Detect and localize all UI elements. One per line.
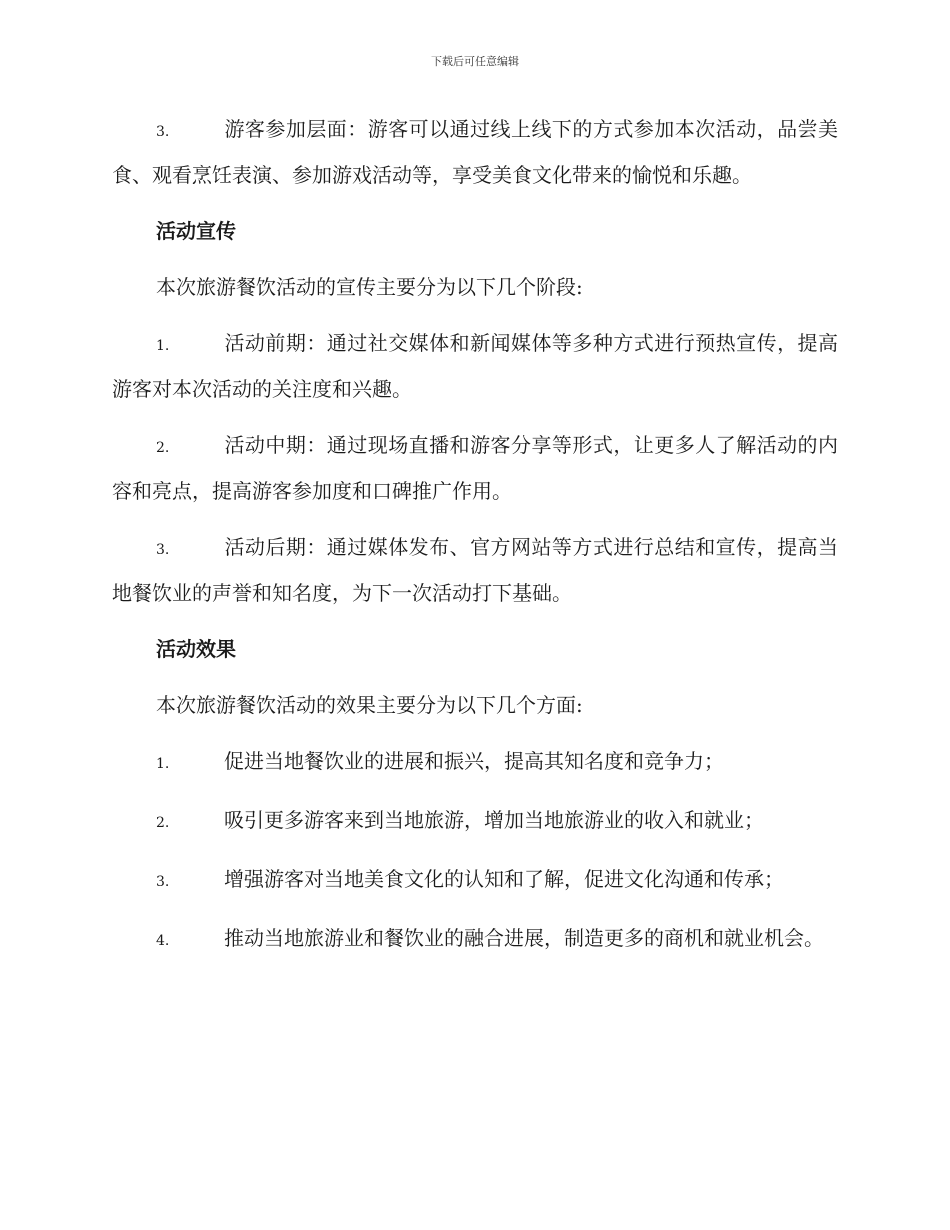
list-item-text: 游客参加层面：游客可以通过线上线下的方式参加本次活动，品尝美食、观看烹饪表演、参加游戏活动等，享受美食文化带来的愉悦和乐趣。	[112, 117, 838, 187]
list-item-number: 3.	[156, 124, 170, 140]
list-item-number: 3.	[156, 874, 170, 890]
list-item-text: 推动当地旅游业和餐饮业的融合进展，制造更多的商机和就业机会。	[224, 926, 824, 950]
section-intro: 本次旅游餐饮活动的宣传主要分为以下几个阶段:	[156, 275, 583, 299]
list-item-number: 1.	[156, 756, 170, 772]
list-item	[112, 424, 838, 513]
list-item-text: 活动中期：通过现场直播和游客分享等形式，让更多人了解活动的内容和亮点，提高游客参加度和口碑推广作用。	[112, 433, 838, 503]
list-item-number: 3.	[156, 542, 170, 558]
page-header: 下载后可任意编辑	[431, 55, 519, 68]
list-item-number: 2.	[156, 440, 170, 456]
list-item	[112, 108, 838, 197]
list-item-text: 活动前期：通过社交媒体和新闻媒体等多种方式进行预热宣传，提高游客对本次活动的关注度和兴趣。	[112, 331, 838, 401]
list-item	[112, 740, 838, 786]
list-item-number: 2.	[156, 815, 170, 831]
list-item-text: 促进当地餐饮业的进展和振兴，提高其知名度和竞争力；	[224, 749, 724, 773]
list-item-number: 1.	[156, 338, 170, 354]
list-item-text: 增强游客对当地美食文化的认知和了解，促进文化沟通和传承；	[224, 867, 784, 891]
list-item	[112, 917, 838, 963]
list-item	[112, 799, 838, 845]
list-item-text: 吸引更多游客来到当地旅游，增加当地旅游业的收入和就业；	[224, 808, 764, 832]
document-body	[112, 108, 838, 976]
section-heading-effect: 活动效果	[156, 637, 236, 661]
list-item	[112, 526, 838, 615]
list-item	[112, 322, 838, 411]
list-item-number: 4.	[156, 933, 170, 949]
list-item-text: 活动后期：通过媒体发布、官方网站等方式进行总结和宣传，提高当地餐饮业的声誉和知名度，为下一次活动打下基础。	[112, 535, 838, 605]
section-intro: 本次旅游餐饮活动的效果主要分为以下几个方面:	[156, 693, 583, 717]
section-heading-promotion: 活动宣传	[156, 219, 236, 243]
list-item	[112, 858, 838, 904]
